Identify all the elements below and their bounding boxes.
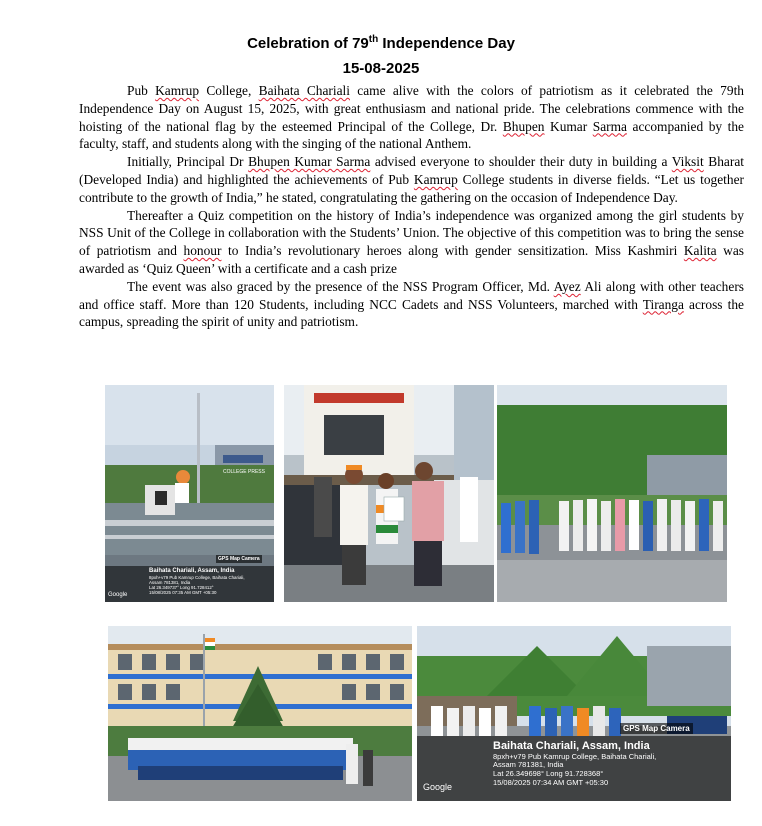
photo-students-lineup xyxy=(497,385,727,602)
gps-coords-flag: Lat 26.349737° Long 91.728412° xyxy=(149,585,214,591)
gps-address-line1-crowd: 8pxh+v79 Pub Kamrup College, Baihata Chariali, xyxy=(493,751,657,761)
google-logo-crowd: Google xyxy=(423,782,453,792)
college-press-sign: COLLEGE PRESS xyxy=(223,469,265,475)
title-main: Celebration of 79 xyxy=(247,35,369,52)
google-logo-flag: Google xyxy=(108,592,128,598)
photo-award-ceremony xyxy=(284,385,494,602)
gps-time-crowd: 15/08/2025 07:34 AM GMT +05:30 xyxy=(493,777,609,787)
photo-building-group xyxy=(108,626,412,801)
gps-address-line2-flag: Assam 781381, India xyxy=(149,579,191,585)
gps-coords-crowd: Lat 26.349698° Long 91.728368° xyxy=(493,768,604,778)
paragraph-2: Initially, Principal Dr Bhupen Kumar Sarma advised everyone to shoulder their duty in building a Viksit Bharat (Developed India) and highlighted the achievements of Pub Kamrup College students in diverse fields. “Let us together contribute to the growth of India,” he stated, congratulating the gathering on the occasion of Independence Day. xyxy=(79,154,744,205)
gps-place-crowd: Baihata Chariali, Assam, India xyxy=(493,740,650,752)
article-body xyxy=(79,82,744,331)
gps-stamp-crowd xyxy=(417,736,731,801)
paragraph-4: The event was also graced by the presence of the NSS Program Officer, Md. Ayez Ali along with other teachers and office staff. More than 120 Students, including NCC Cadets and NSS Volunteers, marched with Tiranga across the campus, spreading the spirit of unity and patriotism. xyxy=(79,278,744,330)
building-group-image xyxy=(108,626,412,801)
students-lineup-image xyxy=(497,385,727,602)
gps-address-line2-crowd: Assam 781381, India xyxy=(493,760,564,770)
photo-crowd-gps xyxy=(417,626,731,801)
title-rest: Independence Day xyxy=(378,35,515,52)
gps-badge-crowd: GPS Map Camera xyxy=(620,723,693,734)
paragraph-1: Pub Kamrup College, Baihata Chariali came alive with the colors of patriotism as it celebrated the 79th Independence Day on August 15, 2025, with great enthusiasm and national pride. The celebrations commence with the hoisting of the national flag by the esteemed Principal of the College, Dr. Bhupen Kumar Sarma accompanied by the faculty, staff, and students along with the singing of the national Anthem. xyxy=(79,83,744,152)
award-ceremony-image xyxy=(284,385,494,602)
gps-place-flag: Baihata Chariali, Assam, India xyxy=(149,568,235,574)
gps-badge-flag: GPS Map Camera xyxy=(218,556,260,562)
gps-address-line1-flag: 8pxh+v79 Pub Kamrup College, Baihata Chariali, xyxy=(149,574,245,580)
group-photo-students xyxy=(128,738,373,786)
document-date: 15-08-2025 xyxy=(342,60,420,77)
gps-time-flag: 15/08/2025 07:35 AM GMT +05:30 xyxy=(149,590,217,596)
gps-stamp-flag xyxy=(105,566,274,602)
title-superscript: th xyxy=(368,34,379,45)
photo-flag-hoisting xyxy=(105,385,274,602)
paragraph-3: Thereafter a Quiz competition on the history of India’s independence was organized among the girl students by NSS Unit of the College in collaboration with the Students’ Union. The objective of this competition was to bring the sense of patriotism and honour to India’s revolutionary heroes along with gender sensitization. Miss Kashmiri Kalita was awarded as ‘Quiz Queen’ with a certificate and a cash prize xyxy=(79,207,744,276)
document-title xyxy=(0,34,762,52)
